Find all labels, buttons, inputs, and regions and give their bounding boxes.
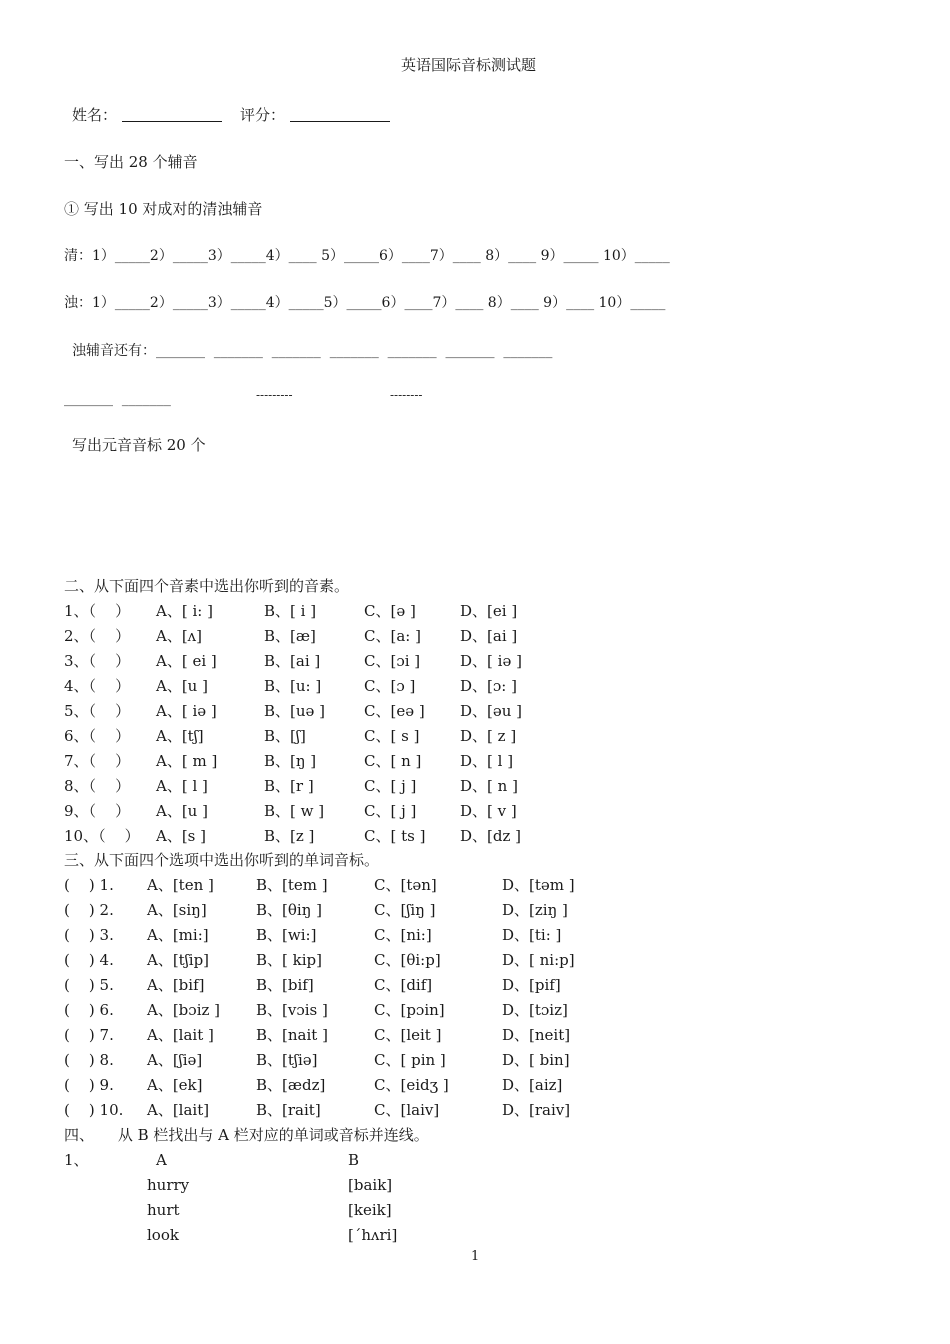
option-a: A、[ʌ]	[156, 627, 203, 645]
option-a: A、[ten ]	[147, 876, 214, 894]
option-d: D、[ l ]	[460, 752, 514, 770]
option-d: D、[raiv]	[502, 1101, 571, 1119]
answer-slot[interactable]: ( ) 5.	[64, 976, 114, 994]
answer-slot[interactable]: 4、（ ）	[64, 677, 131, 695]
option-c: C、[ ts ]	[364, 827, 426, 845]
page-number: 1	[471, 1249, 480, 1264]
option-c: C、[pɔin]	[374, 1001, 445, 1019]
option-d: D、[ n ]	[460, 777, 518, 795]
answer-slot[interactable]: ( ) 3.	[64, 926, 114, 944]
option-c: C、[tən]	[374, 876, 437, 894]
option-d: D、[ti: ]	[502, 926, 562, 944]
voiced-consonants-line[interactable]: 浊：1）_____2）_____3）_____4）_____5）_____6）____7）____ 8）____ 9）____ 10）_____	[64, 295, 666, 311]
option-b: B、[θiŋ ]	[256, 901, 322, 919]
score-label: 评分：	[240, 106, 286, 124]
answer-slot[interactable]: 10、（ ）	[64, 827, 140, 845]
option-c: C、[ʃiŋ ]	[374, 901, 436, 919]
answer-slot[interactable]: 6、（ ）	[64, 727, 131, 745]
option-a: A、[u ]	[156, 677, 208, 695]
column-a-header: A	[156, 1151, 167, 1169]
option-a: A、[mi:]	[147, 926, 209, 944]
option-b: B、[wi:]	[256, 926, 317, 944]
option-a: A、[lait ]	[147, 1026, 214, 1044]
option-d: D、[ei ]	[460, 602, 518, 620]
option-b: B、[rait]	[256, 1101, 321, 1119]
option-c: C、[ni:]	[374, 926, 432, 944]
option-b: B、[tʃiə]	[256, 1051, 318, 1069]
option-b: B、[nait ]	[256, 1026, 328, 1044]
option-d: D、[pif]	[502, 976, 561, 994]
option-b: B、[z ]	[264, 827, 315, 845]
option-a: A、[ l ]	[156, 777, 208, 795]
option-c: C、[leit ]	[374, 1026, 442, 1044]
option-d: D、[ziŋ ]	[502, 901, 568, 919]
section-3-heading: 三、从下面四个选项中选出你听到的单词音标。	[64, 851, 380, 869]
vowel-prompt: 写出元音音标 20 个	[72, 436, 206, 454]
answer-slot[interactable]: 9、（ ）	[64, 802, 131, 820]
option-b: B、[vɔis ]	[256, 1001, 328, 1019]
voiceless-consonants-line[interactable]: 清：1）_____2）_____3）_____4）____ 5）_____6）____7）____ 8）____ 9）_____ 10）_____	[64, 248, 670, 264]
option-a: A、[u ]	[156, 802, 208, 820]
option-a: A、[ek]	[147, 1076, 203, 1094]
option-c: C、[ pin ]	[374, 1051, 446, 1069]
answer-slot[interactable]: ( ) 6.	[64, 1001, 114, 1019]
answer-slot[interactable]: 3、（ ）	[64, 652, 131, 670]
option-c: C、[ j ]	[364, 777, 417, 795]
answer-slot[interactable]: ( ) 4.	[64, 951, 114, 969]
more-voiced-consonants-line[interactable]: 浊辅音还有：_______ _______ _______ _______ _______ _______ _______	[72, 343, 553, 359]
answer-slot[interactable]: ( ) 9.	[64, 1076, 114, 1094]
option-c: C、[ɔi ]	[364, 652, 421, 670]
option-c: C、[ə ]	[364, 602, 416, 620]
answer-slot[interactable]: ( ) 1.	[64, 876, 114, 894]
option-d: D、[ iə ]	[460, 652, 522, 670]
option-c: C、[laiv]	[374, 1101, 440, 1119]
option-b: B、[ kip]	[256, 951, 322, 969]
option-a: A、[ m ]	[156, 752, 218, 770]
option-d: D、[ v ]	[460, 802, 517, 820]
option-d: D、[ai ]	[460, 627, 518, 645]
option-a: A、[bɔiz ]	[147, 1001, 221, 1019]
option-d: D、[tɔiz]	[502, 1001, 568, 1019]
option-c: C、[ n ]	[364, 752, 422, 770]
option-d: D、[ bin]	[502, 1051, 570, 1069]
option-b: B、[ w ]	[264, 802, 325, 820]
section-1-sub-heading: ① 写出 10 对成对的清浊辅音	[64, 200, 263, 218]
matching-item-number: 1、	[64, 1151, 89, 1169]
option-d: D、[ z ]	[460, 727, 517, 745]
dash-blank-1[interactable]: ---------	[256, 388, 293, 402]
option-a: A、[bif]	[147, 976, 205, 994]
option-d: D、[dz ]	[460, 827, 522, 845]
option-c: C、[eidʒ ]	[374, 1076, 449, 1094]
name-label: 姓名：	[72, 106, 118, 124]
option-b: B、[tem ]	[256, 876, 328, 894]
option-d: D、[aiz]	[502, 1076, 563, 1094]
section-1-heading: 一、写出 28 个辅音	[64, 153, 198, 171]
column-a-word[interactable]: hurry	[147, 1176, 190, 1194]
option-c: C、[ s ]	[364, 727, 420, 745]
option-b: B、[ŋ ]	[264, 752, 317, 770]
option-d: D、[neit]	[502, 1026, 571, 1044]
option-b: B、[ai ]	[264, 652, 321, 670]
column-a-word[interactable]: look	[147, 1226, 179, 1244]
option-c: C、[ j ]	[364, 802, 417, 820]
option-a: A、[ i: ]	[156, 602, 213, 620]
option-a: A、[s ]	[156, 827, 207, 845]
option-d: D、[ ni:p]	[502, 951, 575, 969]
column-a-word[interactable]: hurt	[147, 1201, 180, 1219]
answer-slot[interactable]: ( ) 2.	[64, 901, 114, 919]
option-b: B、[u: ]	[264, 677, 322, 695]
column-b-phonetic[interactable]: [ˊhʌri]	[348, 1226, 398, 1244]
answer-slot[interactable]: ( ) 7.	[64, 1026, 114, 1044]
option-d: D、[təm ]	[502, 876, 575, 894]
dash-blank-2[interactable]: --------	[390, 388, 423, 402]
option-c: C、[eə ]	[364, 702, 425, 720]
option-c: C、[a: ]	[364, 627, 421, 645]
answer-slot[interactable]: 8、（ ）	[64, 777, 131, 795]
answer-slot[interactable]: 1、（ ）	[64, 602, 131, 620]
score-field[interactable]	[290, 121, 390, 122]
option-a: A、[siŋ]	[147, 901, 207, 919]
answer-slot[interactable]: 5、（ ）	[64, 702, 131, 720]
option-c: C、[ɔ ]	[364, 677, 416, 695]
answer-slot[interactable]: 7、（ ）	[64, 752, 131, 770]
answer-slot[interactable]: 2、（ ）	[64, 627, 131, 645]
extra-blanks-line[interactable]: _______ _______	[64, 391, 171, 407]
option-a: A、[tʃ]	[156, 727, 204, 745]
option-b: B、[ i ]	[264, 602, 317, 620]
option-b: B、[æ]	[264, 627, 316, 645]
column-b-header: B	[348, 1151, 360, 1169]
option-d: D、[ɔ: ]	[460, 677, 517, 695]
option-a: A、[tʃip]	[147, 951, 210, 969]
option-d: D、[əu ]	[460, 702, 523, 720]
option-a: A、[ʃiə]	[147, 1051, 203, 1069]
option-c: C、[θi:p]	[374, 951, 441, 969]
option-b: B、[uə ]	[264, 702, 326, 720]
name-field[interactable]	[122, 121, 222, 122]
answer-slot[interactable]: ( ) 10.	[64, 1101, 124, 1119]
option-a: A、[lait]	[147, 1101, 210, 1119]
option-c: C、[dif]	[374, 976, 433, 994]
page-title: 英语国际音标测试题	[401, 56, 537, 74]
column-b-phonetic[interactable]: [keik]	[348, 1201, 392, 1219]
option-b: B、[ædz]	[256, 1076, 326, 1094]
option-b: B、[r ]	[264, 777, 314, 795]
section-2-heading: 二、从下面四个音素中选出你听到的音素。	[64, 577, 350, 595]
column-b-phonetic[interactable]: [baik]	[348, 1176, 393, 1194]
section-4-heading: 四、 从 B 栏找出与 A 栏对应的单词或音标并连线。	[64, 1126, 429, 1144]
answer-slot[interactable]: ( ) 8.	[64, 1051, 114, 1069]
option-b: B、[ʃ]	[264, 727, 306, 745]
option-a: A、[ iə ]	[156, 702, 217, 720]
option-a: A、[ ei ]	[156, 652, 217, 670]
option-b: B、[bif]	[256, 976, 314, 994]
